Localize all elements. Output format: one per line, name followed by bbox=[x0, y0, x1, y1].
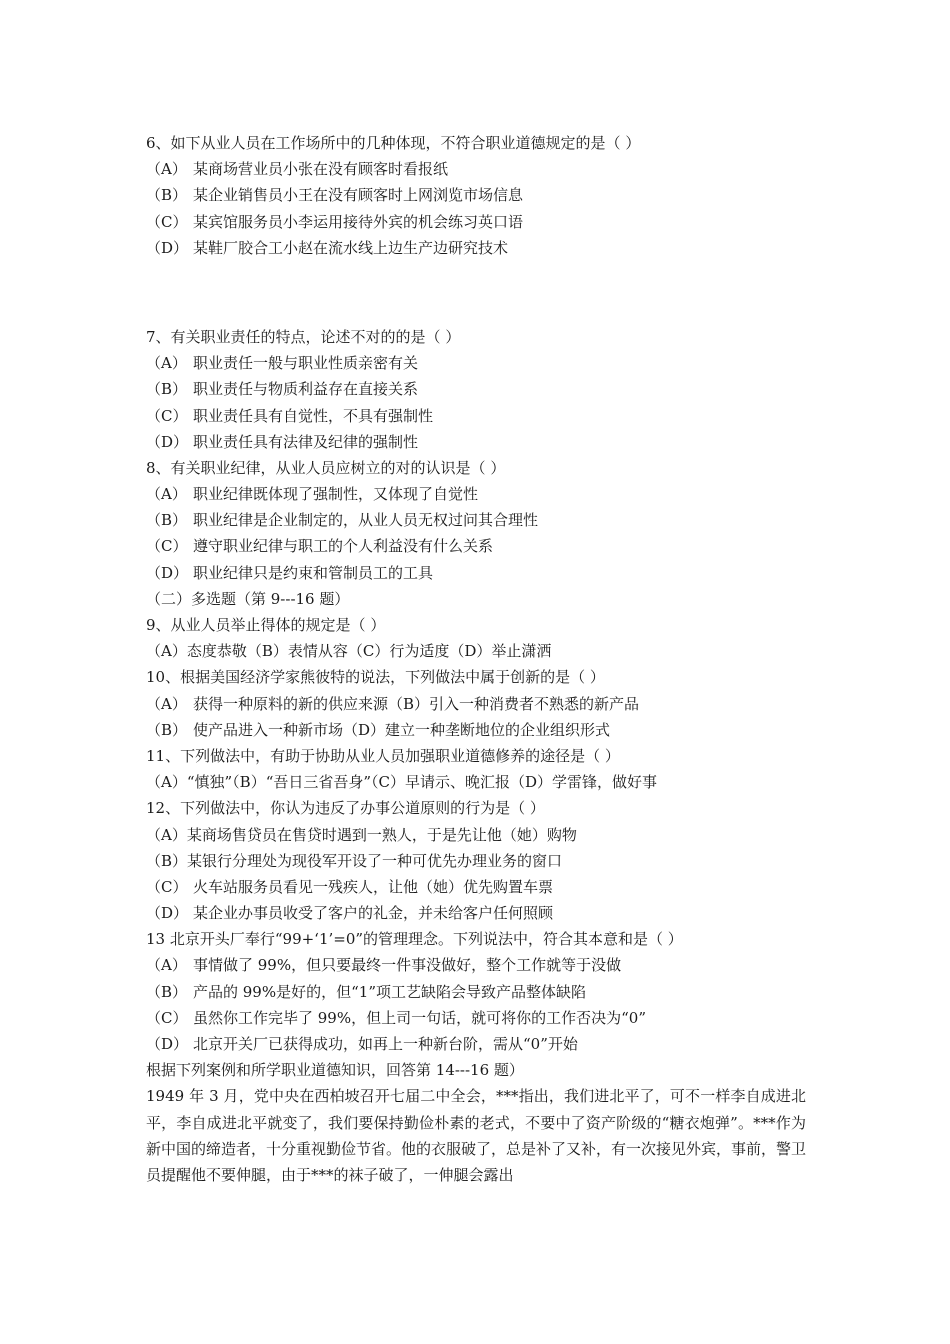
question-9-options: （A）态度恭敬（B）表情从容（C）行为适度（D）举止潇洒 bbox=[146, 642, 552, 661]
question-10-stem: 10、根据美国经济学家熊彼特的说法，下列做法中属于创新的是（ ） bbox=[146, 668, 605, 687]
question-12-option-b bbox=[146, 848, 806, 874]
option-tag: （D） bbox=[146, 432, 189, 451]
question-6-option-a bbox=[146, 156, 806, 182]
question-10-options-line-1 bbox=[146, 691, 806, 717]
option-text: 产品的 99%是好的，但“1”项工艺缺陷会导致产品整体缺陷 bbox=[193, 982, 586, 1001]
option-tag: （C） bbox=[146, 877, 188, 896]
option-text: 职业责任具有法律及纪律的强制性 bbox=[193, 432, 419, 451]
question-8-option-c bbox=[146, 533, 806, 559]
question-10-options-line-2 bbox=[146, 717, 806, 743]
option-text: 职业纪律只是约束和管制员工的工具 bbox=[193, 563, 434, 582]
option-text: 某企业销售员小王在没有顾客时上网浏览市场信息 bbox=[193, 186, 524, 205]
option-tag: （C） bbox=[146, 212, 188, 231]
section-heading-multiple-choice: （二）多选题（第 9---16 题） bbox=[146, 589, 350, 608]
option-text: 遵守职业纪律与职工的个人利益没有什么关系 bbox=[193, 537, 494, 556]
option-text: 职业责任一般与职业性质亲密有关 bbox=[193, 354, 419, 373]
question-7-option-b bbox=[146, 376, 806, 402]
question-8-stem: 8、有关职业纪律，从业人员应树立的对的认识是（ ） bbox=[146, 458, 506, 477]
question-8-option-a bbox=[146, 481, 806, 507]
question-12-option-a bbox=[146, 822, 806, 848]
option-text: 职业纪律是企业制定的，从业人员无权过问其合理性 bbox=[193, 511, 539, 530]
option-tag: （A） bbox=[146, 956, 187, 975]
option-tag: （A） bbox=[146, 354, 187, 373]
option-text: 某鞋厂胶合工小赵在流水线上边生产边研究技术 bbox=[193, 238, 509, 257]
option-tag: （D） bbox=[146, 904, 189, 923]
question-13-option-a bbox=[146, 952, 806, 978]
option-tag: （B） bbox=[146, 186, 188, 205]
option-tag: （B） bbox=[146, 982, 188, 1001]
question-6-option-b bbox=[146, 182, 806, 208]
option-text: 某商场营业员小张在没有顾客时看报纸 bbox=[193, 160, 449, 179]
option-text: 火车站服务员看见一残疾人，让他（她）优先购置车票 bbox=[193, 877, 554, 896]
question-9-stem: 9、从业人员举止得体的规定是（ ） bbox=[146, 616, 386, 634]
option-text: 某银行分理处为现役军开设了一种可优先办理业务的窗口 bbox=[187, 851, 563, 870]
option-tag: （C） bbox=[146, 537, 188, 556]
case-study-intro: 根据下列案例和所学职业道德知识，回答第 14---16 题） bbox=[146, 1061, 524, 1080]
option-text: 北京开关厂已获得成功，如再上一种新台阶，需从“0”开始 bbox=[193, 1035, 578, 1053]
question-8-option-b bbox=[146, 507, 806, 533]
question-13-option-b bbox=[146, 979, 806, 1005]
option-text: 虽然你工作完毕了 99%，但上司一句话，就可将你的工作否决为“0” bbox=[193, 1008, 646, 1027]
question-6-option-d bbox=[146, 235, 806, 261]
option-text: 职业责任与物质利益存在直接关系 bbox=[193, 380, 419, 399]
question-7-option-d bbox=[146, 429, 806, 455]
option-tag: （D） bbox=[146, 1035, 189, 1053]
case-study-paragraph: 1949 年 3 月，党中央在西柏坡召开七届二中全会，***指出，我们进北平了，可不一样李自成进北平，李自成进北平就变了，我们要保持勤俭朴素的老式，不要中了资产阶级的“糖衣炮弹”。***作为新中国的缔造者，十分重视勤俭节省。他的衣服破了，总是补了又补，有一次接见外宾，事前，警卫员提醒他不要伸腿，由于***的袜子破了，一伸腿会露出 bbox=[146, 1087, 807, 1184]
option-tag: （A） bbox=[146, 485, 187, 504]
option-tag: （A） bbox=[146, 160, 187, 179]
question-7-option-c bbox=[146, 403, 806, 429]
option-tag: （C） bbox=[146, 406, 188, 425]
question-13-stem: 13 北京开头厂奉行“99+‘1’=0”的管理理念。下列说法中，符合其本意和是（ ） bbox=[146, 930, 683, 949]
option-text: 使产品进入一种新市场（D）建立一种垄断地位的企业组织形式 bbox=[193, 720, 611, 739]
question-13-option-d bbox=[146, 1031, 806, 1057]
option-tag: （C） bbox=[146, 1008, 188, 1027]
option-text: 事情做了 99%，但只要最终一件事没做好，整个工作就等于没做 bbox=[193, 956, 622, 975]
question-7-option-a bbox=[146, 350, 806, 376]
option-text: 获得一种原料的新的供应来源（B）引入一种消费者不熟悉的新产品 bbox=[193, 694, 640, 713]
question-8-option-d bbox=[146, 560, 806, 586]
question-13-option-c bbox=[146, 1005, 806, 1031]
option-tag: （A） bbox=[146, 825, 187, 844]
question-11-options: （A）“慎独”（B）“吾日三省吾身”（C）早请示、晚汇报（D）学雷锋，做好事 bbox=[146, 773, 658, 792]
question-7-stem: 7、有关职业责任的特点，论述不对的的是（ ） bbox=[146, 327, 461, 346]
question-11-stem: 11、下列做法中，有助于协助从业人员加强职业道德修养的途径是（ ） bbox=[146, 746, 620, 765]
blank-gap bbox=[146, 261, 806, 324]
option-text: 职业纪律既体现了强制性，又体现了自觉性 bbox=[193, 485, 479, 504]
question-12-stem: 12、下列做法中，你认为违反了办事公道原则的行为是（ ） bbox=[146, 799, 545, 818]
option-text: 职业责任具有自觉性，不具有强制性 bbox=[193, 406, 434, 425]
option-tag: （B） bbox=[146, 380, 188, 399]
question-12-option-c bbox=[146, 874, 806, 900]
option-tag: （D） bbox=[146, 238, 189, 257]
document-page bbox=[146, 130, 806, 1188]
option-text: 某商场售贷员在售贷时遇到一熟人，于是先让他（她）购物 bbox=[186, 825, 577, 844]
option-text: 某企业办事员收受了客户的礼金，并未给客户任何照顾 bbox=[193, 904, 554, 923]
option-tag: （A） bbox=[146, 694, 187, 713]
question-6-stem: 6、如下从业人员在工作场所中的几种体现，不符合职业道德规定的是（ ） bbox=[146, 134, 641, 152]
option-tag: （B） bbox=[146, 851, 188, 870]
option-tag: （D） bbox=[146, 563, 189, 582]
question-12-option-d bbox=[146, 900, 806, 926]
option-tag: （B） bbox=[146, 511, 188, 530]
option-tag: （B） bbox=[146, 720, 188, 739]
option-text: 某宾馆服务员小李运用接待外宾的机会练习英口语 bbox=[193, 212, 524, 231]
question-6-option-c bbox=[146, 209, 806, 235]
